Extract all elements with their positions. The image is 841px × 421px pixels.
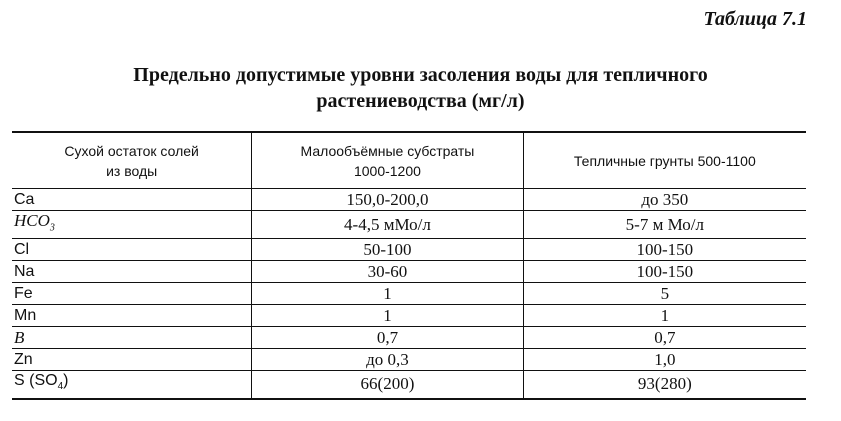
header-low-volume-substrates [252,132,523,189]
table-row [12,305,806,327]
element-name: B [12,327,252,349]
substrate-value: 50-100 [252,239,523,261]
header-dry-residue [12,132,252,189]
element-name: Cl [12,239,252,261]
soil-value: 93(280) [523,371,806,399]
table-row [12,349,806,371]
table-row [12,239,806,261]
substrate-value: 150,0-200,0 [252,189,523,211]
table-title-line-1: Предельно допустимые уровни засоления воды для тепличного [133,64,708,86]
element-name: Na [12,261,252,283]
soil-value: 0,7 [523,327,806,349]
table-row [12,371,806,399]
header-substrates-line-2: 1000-1200 [353,162,421,179]
soil-value: 5 [523,283,806,305]
table-number-label: Таблица 7.1 [703,8,807,30]
element-name [12,371,252,399]
element-name-main: HCO [14,211,50,230]
soil-value: 5-7 м Мо/л [523,211,806,239]
element-name [12,211,252,239]
soil-value: до 350 [523,189,806,211]
header-row [12,132,806,189]
table-row [12,189,806,211]
soil-value: 1 [523,305,806,327]
element-name-tail: ) [63,372,69,390]
element-name-subscript: 3 [49,222,55,234]
element-name: Ca [12,189,252,211]
element-name: Fe [12,283,252,305]
soil-value: 1,0 [523,349,806,371]
element-name: Mn [12,305,252,327]
substrate-value: 1 [252,283,523,305]
soil-value: 100-150 [523,239,806,261]
table-row [12,283,806,305]
soil-value: 100-150 [523,261,806,283]
substrate-value: 4-4,5 мМо/л [252,211,523,239]
table-row [12,327,806,349]
table-row [12,261,806,283]
substrate-value: до 0,3 [252,349,523,371]
header-dry-residue-line-2: из воды [106,162,158,179]
table-title [0,62,841,114]
table-title-line-2: растениеводства (мг/л) [316,90,525,112]
substrate-value: 30-60 [252,261,523,283]
header-substrates-line-1: Малообъёмные субстраты [300,142,475,159]
element-name-main: S (SO [14,372,58,390]
header-greenhouse-soils: Тепличные грунты 500-1100 [523,132,806,189]
substrate-value: 66(200) [252,371,523,399]
element-name-subscript: 4 [57,381,64,393]
element-name: Zn [12,349,252,371]
table-row [12,211,806,239]
substrate-value: 0,7 [252,327,523,349]
salinity-table [12,131,806,400]
substrate-value: 1 [252,305,523,327]
header-dry-residue-line-1: Сухой остаток солей [64,142,199,159]
